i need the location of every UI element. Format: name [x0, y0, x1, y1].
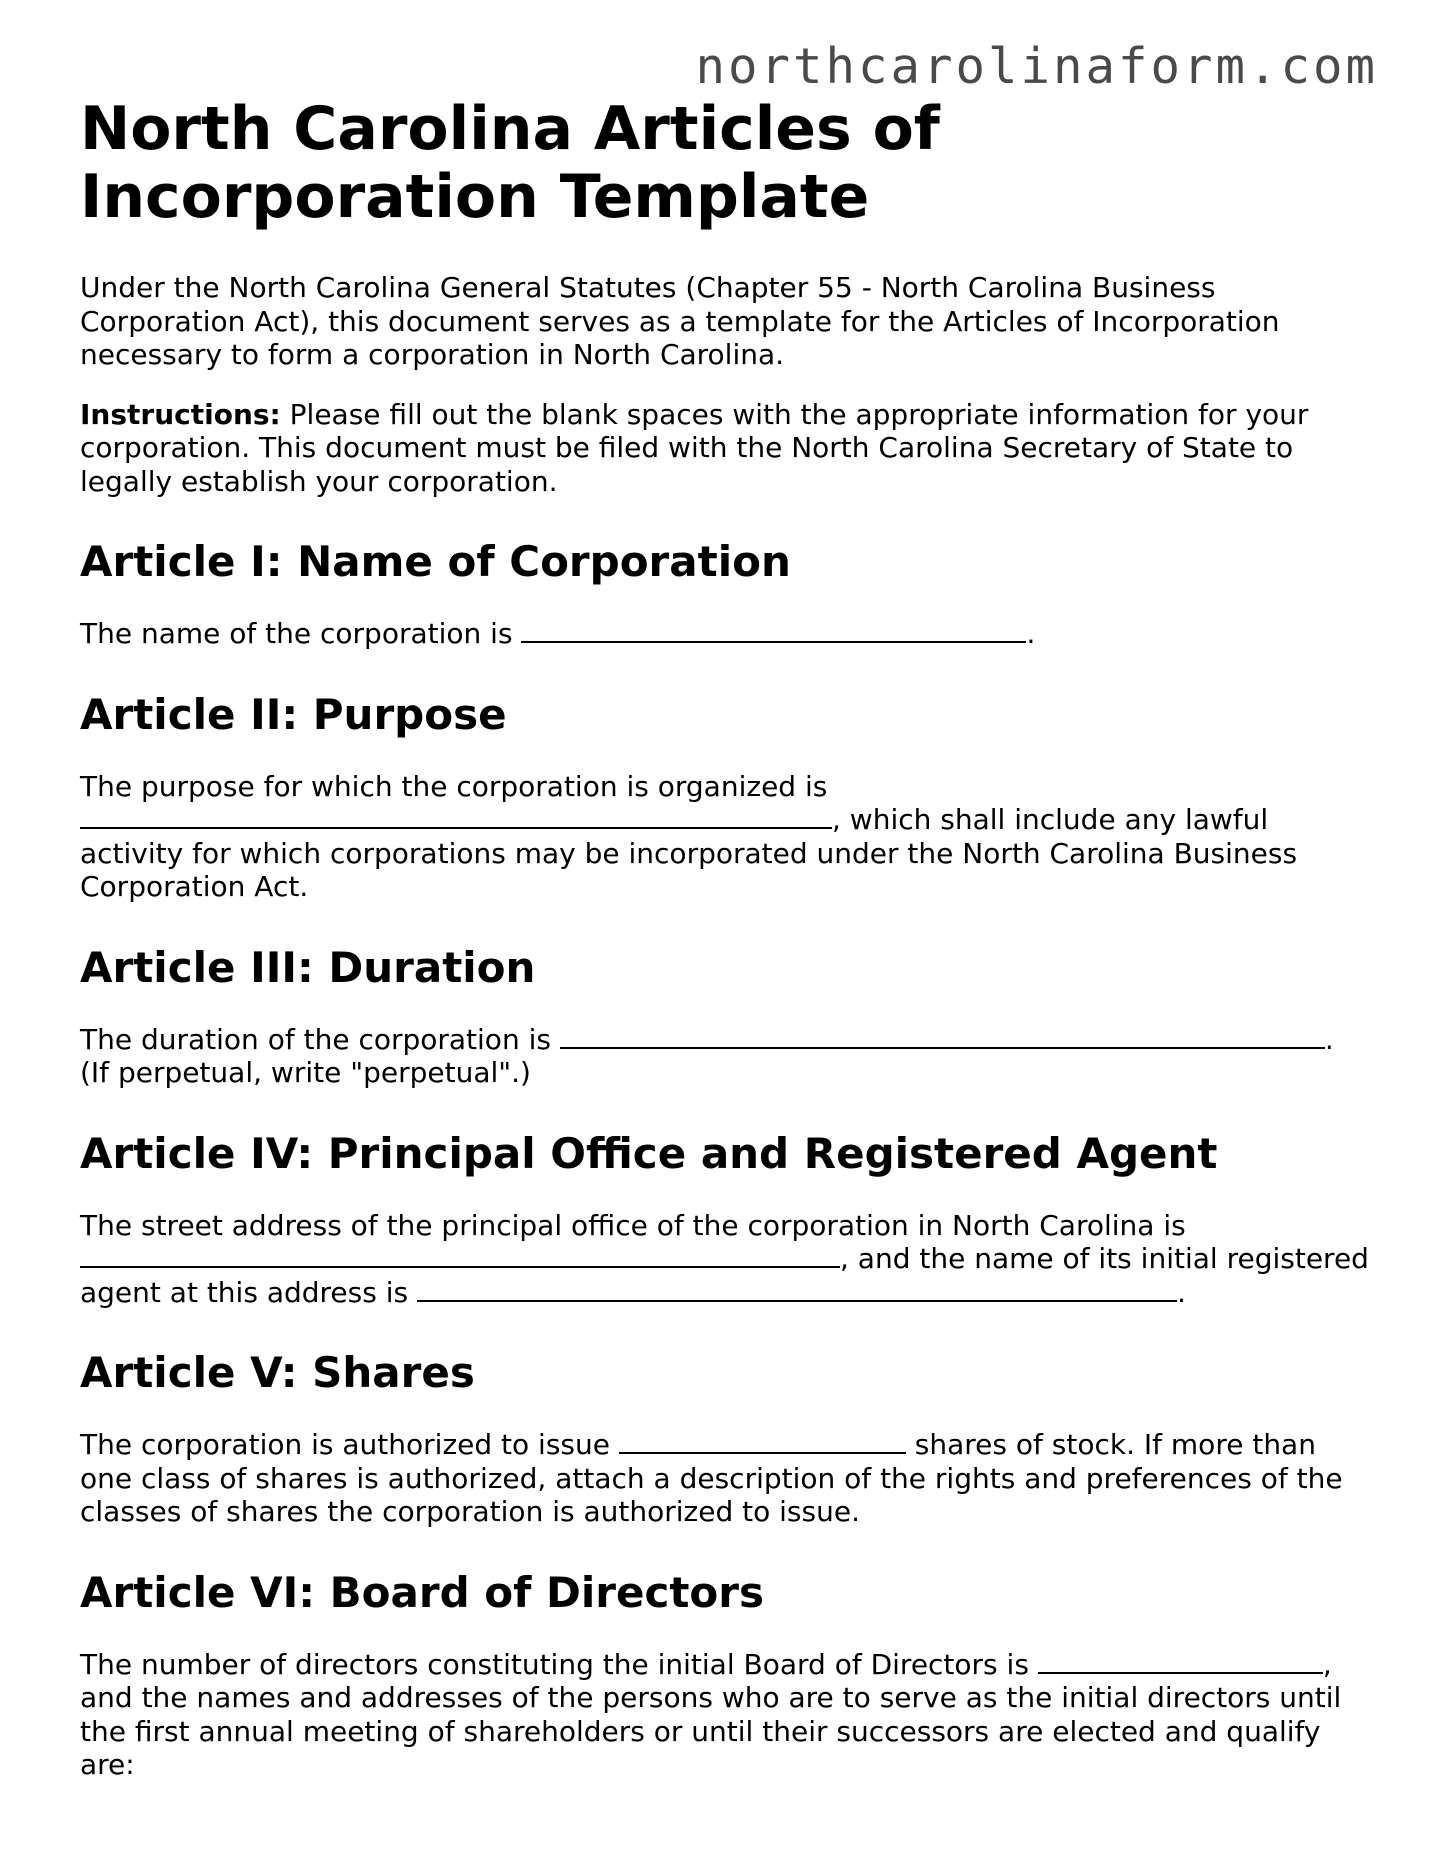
article-2-heading: Article II: Purpose	[80, 689, 507, 739]
article-5-text	[80, 1428, 1370, 1529]
article-2-text	[80, 770, 1370, 904]
article-3-text	[80, 1023, 1370, 1090]
article-4-text-middle: , and the name of its initial registered agent at this address is	[80, 1242, 1369, 1309]
duration-field[interactable]	[560, 1023, 1325, 1049]
article-4-text-after: .	[1176, 1275, 1186, 1309]
article-6-heading: Article VI: Board of Directors	[80, 1567, 764, 1617]
article-4-text	[80, 1209, 1370, 1310]
article-3-text-after: . (If perpetual, write "perpetual".)	[80, 1022, 1334, 1089]
article-1-heading: Article I: Name of Corporation	[80, 537, 791, 586]
article-1-text-after: .	[1026, 617, 1036, 650]
instructions-label: Instructions:	[80, 397, 281, 431]
article-2-text-before: The purpose for which the corporation is organized is	[80, 769, 828, 803]
registered-agent-name-field[interactable]	[417, 1276, 1177, 1302]
article-1-text	[80, 617, 1370, 651]
corporation-name-field[interactable]	[521, 617, 1026, 643]
purpose-field[interactable]	[80, 803, 832, 829]
site-watermark: northcarolinaform.com	[695, 38, 1378, 95]
authorized-shares-field[interactable]	[619, 1428, 906, 1454]
article-1-text-before: The name of the corporation is	[80, 617, 522, 650]
intro-paragraph: Under the North Carolina General Statutes (Chapter 55 - North Carolina Business Corporation Act), this document serves as a template for the Articles of Incorporation necessary to form a corporation in North Carolina.	[80, 271, 1280, 371]
page-title: North Carolina Articles of Incorporation Template	[80, 94, 940, 232]
article-3-text-before: The duration of the corporation is	[80, 1022, 560, 1056]
article-4-text-before: The street address of the principal office of the corporation in North Carolina is	[80, 1208, 1186, 1242]
number-of-directors-field[interactable]	[1038, 1648, 1323, 1674]
article-2-text-after: , which shall include any lawful activity for which corporations may be incorporated under the North Carolina Business Corporation Act.	[80, 803, 1298, 903]
document-body	[80, 95, 1370, 1808]
article-5-text-before: The corporation is authorized to issue	[80, 1428, 619, 1461]
article-6-text-before: The number of directors constituting the initial Board of Directors is	[80, 1647, 1038, 1681]
principal-office-address-field[interactable]	[80, 1242, 840, 1268]
article-4-heading: Article IV: Principal Office and Registered Agent	[80, 1128, 1218, 1178]
article-6-text-after: , and the names and addresses of the persons who are to serve as the initial directors until the first annual meeting of shareholders or until their successors are elected and qualify are:	[80, 1647, 1342, 1781]
article-5-heading: Article V: Shares	[80, 1348, 475, 1397]
article-3-heading: Article III: Duration	[80, 942, 536, 992]
instructions-paragraph	[80, 398, 1370, 499]
article-6-text	[80, 1648, 1370, 1782]
instructions-text: Please fill out the blank spaces with the appropriate information for your corporation. This document must be filed with the North Carolina Secretary of State to legally establish your corporation.	[80, 397, 1309, 498]
article-5-text-after: shares of stock. If more than one class of shares is authorized, attach a description of the rights and preferences of the classes of shares the corporation is authorized to issue.	[80, 1428, 1343, 1528]
